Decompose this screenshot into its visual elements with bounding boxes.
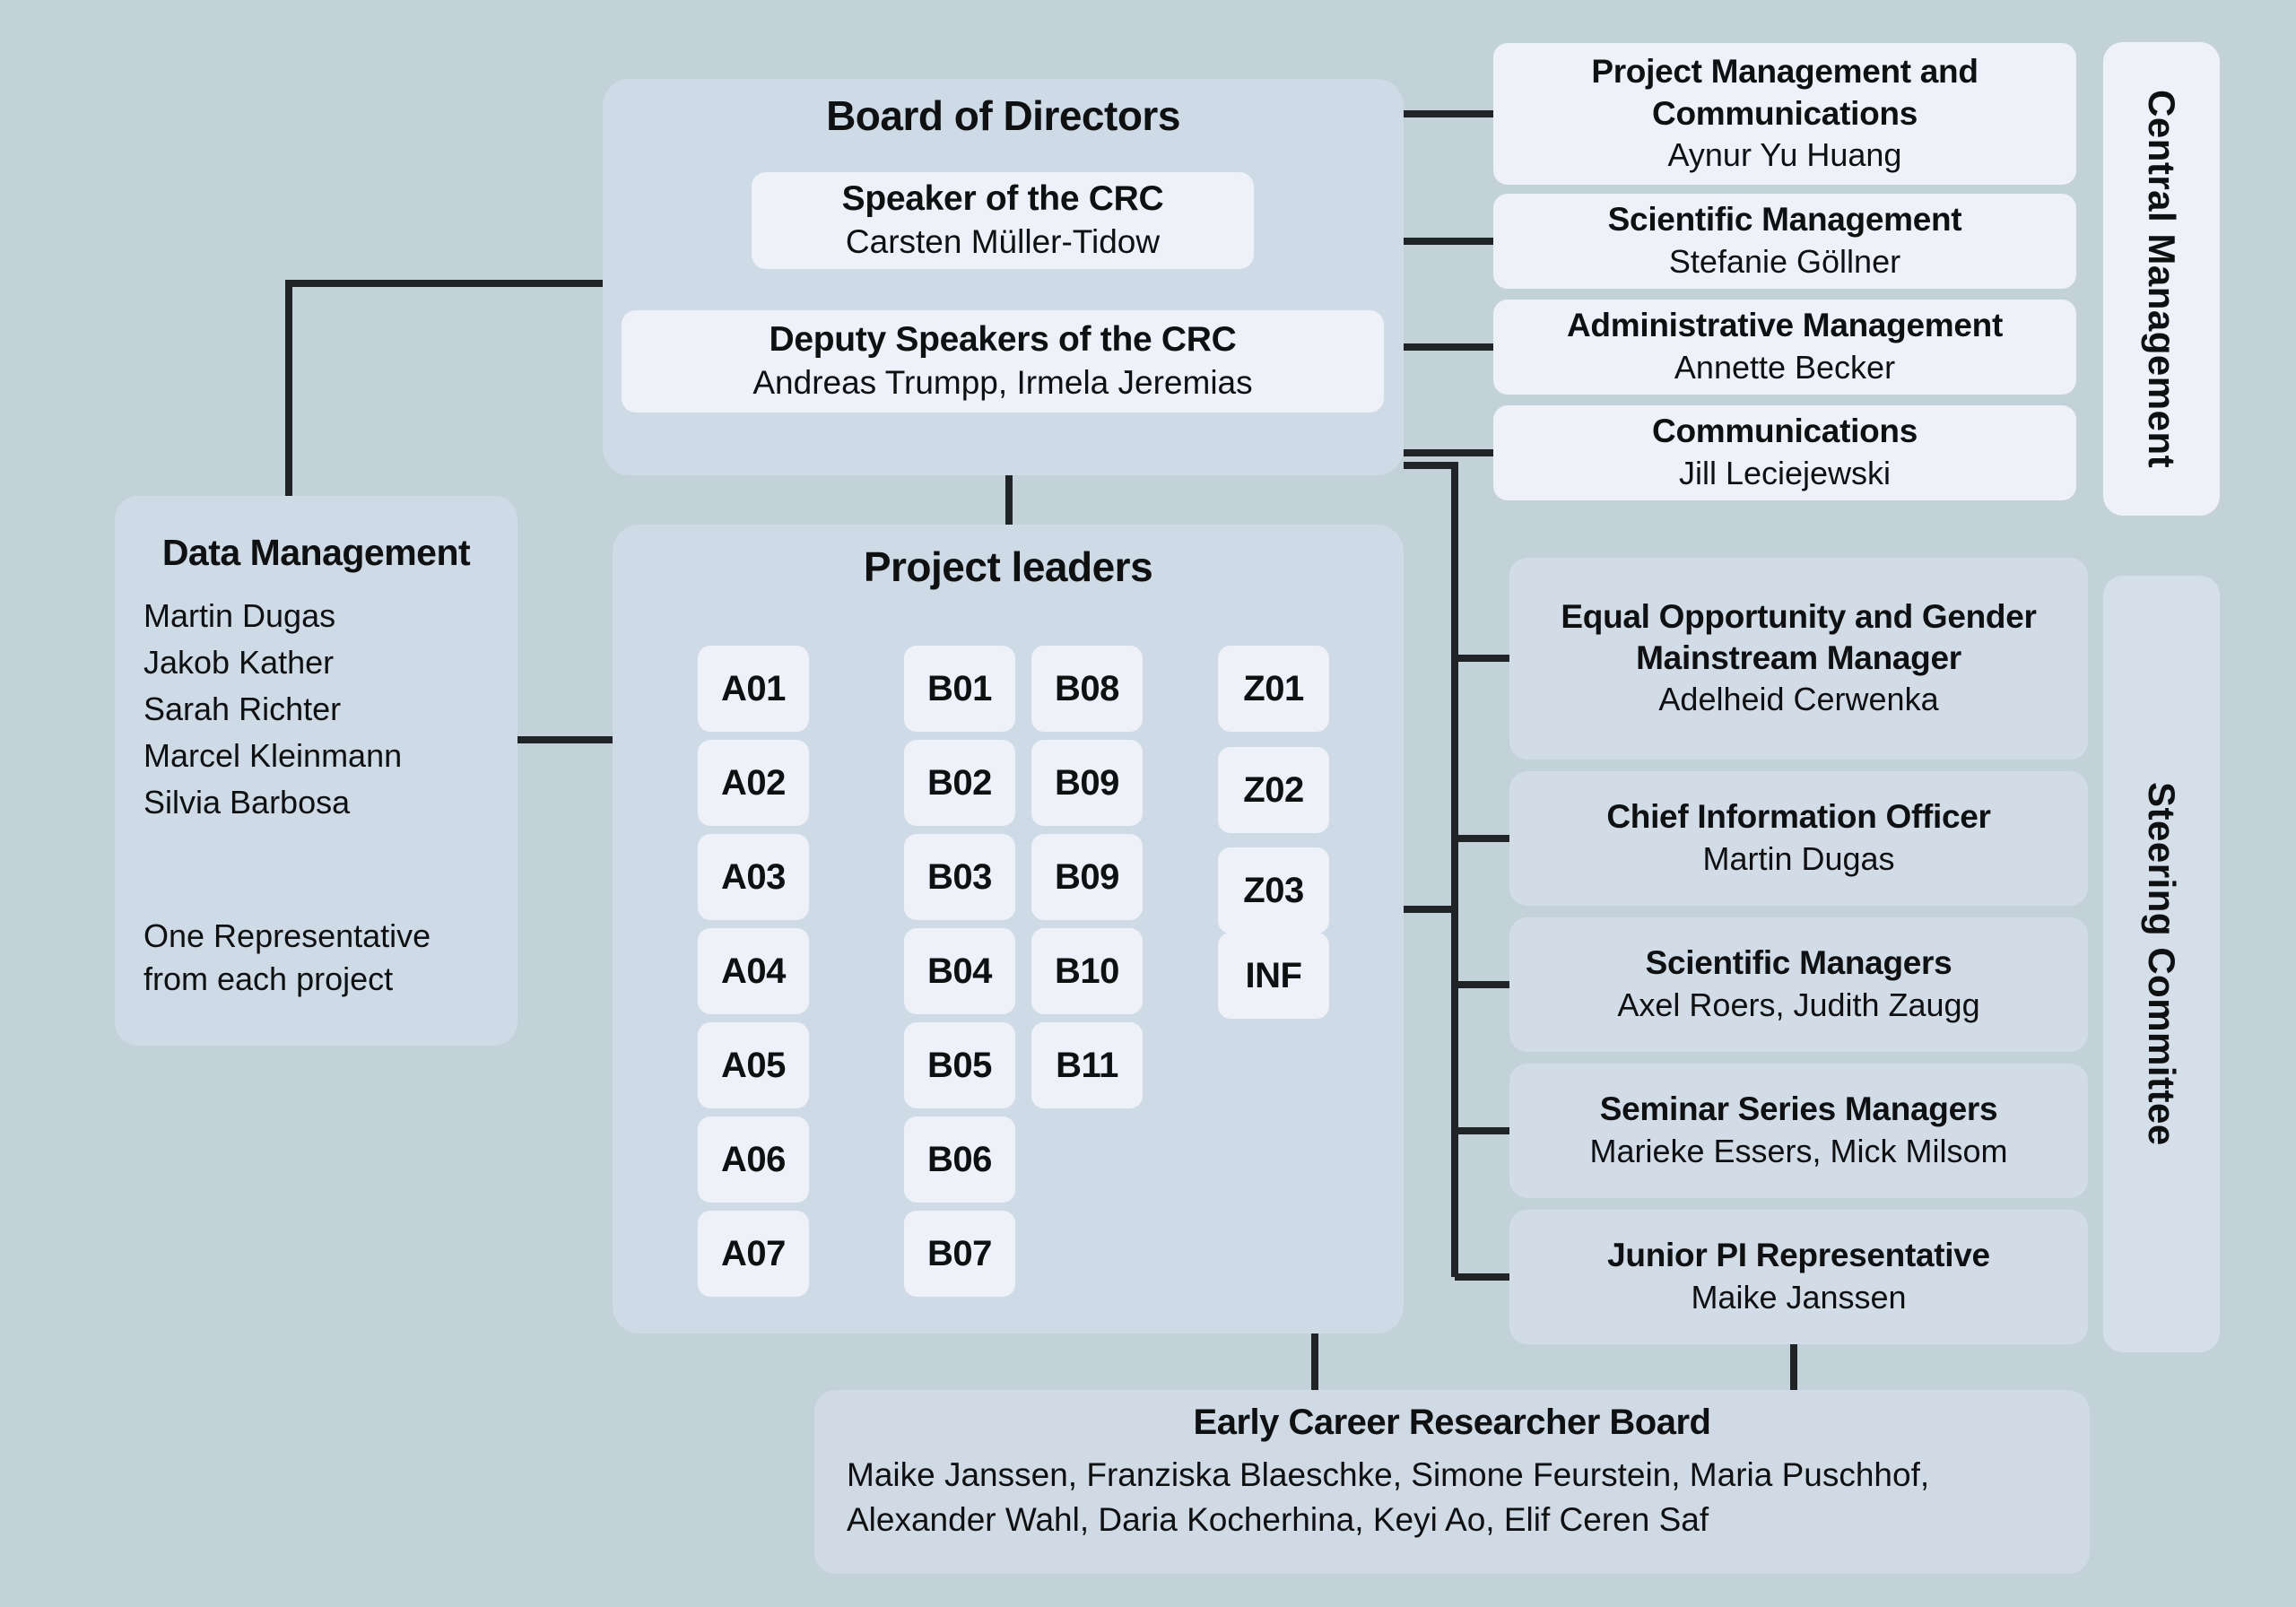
- steering-box-name: Maike Janssen: [1691, 1278, 1907, 1316]
- member-name: Martin Dugas: [144, 597, 336, 634]
- steering-box-title: Chief Information Officer: [1606, 798, 1991, 836]
- central-box-scientific-management: [1493, 194, 2076, 289]
- steering-box-junior-pi-representative: [1509, 1210, 2088, 1344]
- steering-box-name: Adelheid Cerwenka: [1658, 681, 1939, 718]
- project-tile-b07: B07: [904, 1211, 1015, 1297]
- project-tile-a03: A03: [698, 834, 809, 920]
- central-box-title: Communications: [1652, 413, 1918, 450]
- project-leaders-title: Project leaders: [863, 543, 1153, 590]
- project-tile-b09: B09: [1031, 740, 1143, 826]
- connector-board-to-data-management: [289, 283, 603, 496]
- project-tile-b08: B08: [1031, 646, 1143, 732]
- steering-box-title: Scientific Managers: [1645, 944, 1952, 982]
- central-box-communications: [1493, 405, 2076, 500]
- project-tile-inf: INF: [1218, 933, 1329, 1019]
- central-box-name: Aynur Yu Huang: [1667, 135, 1902, 173]
- member-name: Sarah Richter: [144, 691, 342, 727]
- connector-steering-trunk: [1404, 465, 1455, 1277]
- steering-box-name: Martin Dugas: [1702, 839, 1895, 877]
- project-tile-z01: Z01: [1218, 646, 1329, 732]
- central-box-name: Stefanie Göllner: [1668, 242, 1901, 280]
- deputy-speakers-card: [622, 310, 1384, 413]
- central-box-name: Annette Becker: [1674, 348, 1896, 386]
- steering-box-equal-opportunity: [1509, 558, 2088, 760]
- data-management-note: One Representative from each project: [144, 917, 431, 997]
- ecr-board-members: Maike Janssen, Franziska Blaeschke, Simone Feurstein, Maria Puschhof, Alexander Wahl, Daria Kocherhina, Keyi Ao, Elif Ceren Saf: [847, 1456, 1930, 1538]
- project-tile-b06: B06: [904, 1116, 1015, 1203]
- board-title: Board of Directors: [826, 92, 1180, 139]
- central-box-title: Project Management and Communications: [1591, 53, 1979, 132]
- project-tile-b11: B11: [1031, 1022, 1143, 1108]
- central-box-title: Administrative Management: [1567, 307, 2003, 344]
- project-tile-b01: B01: [904, 646, 1015, 732]
- central-box-name: Jill Leciejewski: [1678, 454, 1892, 491]
- steering-box-title: Junior PI Representative: [1607, 1237, 1990, 1274]
- data-management-title: Data Management: [161, 532, 471, 573]
- project-tile-a06: A06: [698, 1116, 809, 1203]
- speaker-title: Speaker of the CRC: [841, 178, 1164, 218]
- steering-committee-panel: [2103, 576, 2220, 1352]
- steering-box-seminar-series-managers: [1509, 1064, 2088, 1198]
- data-management-box: [115, 496, 517, 1046]
- steering-box-cio: [1509, 771, 2088, 906]
- project-tile-z03: Z03: [1218, 847, 1329, 934]
- member-name: Jakob Kather: [144, 644, 335, 681]
- steering-box-scientific-managers: [1509, 917, 2088, 1052]
- project-tile-a05: A05: [698, 1022, 809, 1108]
- early-career-researcher-board-box: [814, 1390, 2090, 1574]
- steering-box-title: Seminar Series Managers: [1599, 1090, 1998, 1128]
- project-tile-b09-duplicate: B09: [1031, 834, 1143, 920]
- central-management-panel: [2103, 42, 2220, 516]
- project-tile-b10: B10: [1031, 928, 1143, 1014]
- project-leaders-box: [613, 525, 1404, 1333]
- central-management-label: Central Management: [2141, 89, 2183, 469]
- steering-box-name: Marieke Essers, Mick Milsom: [1589, 1132, 2008, 1169]
- project-tile-z02: Z02: [1218, 747, 1329, 833]
- steering-committee-label: Steering Committee: [2141, 782, 2183, 1146]
- steering-box-title: Equal Opportunity and Gender Mainstream Manager: [1561, 597, 2037, 677]
- central-box-title: Scientific Management: [1607, 201, 1962, 239]
- project-tile-b03: B03: [904, 834, 1015, 920]
- project-tile-a04: A04: [698, 928, 809, 1014]
- deputy-speakers-title: Deputy Speakers of the CRC: [769, 319, 1237, 359]
- central-box-administrative-management: [1493, 300, 2076, 395]
- member-name: Marcel Kleinmann: [144, 737, 403, 774]
- speaker-name: Carsten Müller-Tidow: [845, 223, 1161, 261]
- steering-box-name: Axel Roers, Judith Zaugg: [1617, 986, 1980, 1023]
- project-tile-a02: A02: [698, 740, 809, 826]
- deputy-speakers-names: Andreas Trumpp, Irmela Jeremias: [752, 364, 1253, 402]
- project-tile-b05: B05: [904, 1022, 1015, 1108]
- speaker-card: [752, 172, 1254, 269]
- project-tile-a01: A01: [698, 646, 809, 732]
- data-management-members: [144, 593, 402, 826]
- central-box-project-management: [1493, 43, 2076, 185]
- ecr-board-title: Early Career Researcher Board: [1193, 1403, 1711, 1442]
- project-tile-b02: B02: [904, 740, 1015, 826]
- project-tile-a07: A07: [698, 1211, 809, 1297]
- member-name: Silvia Barbosa: [144, 784, 351, 821]
- project-tile-b04: B04: [904, 928, 1015, 1014]
- board-of-directors-box: [603, 79, 1404, 475]
